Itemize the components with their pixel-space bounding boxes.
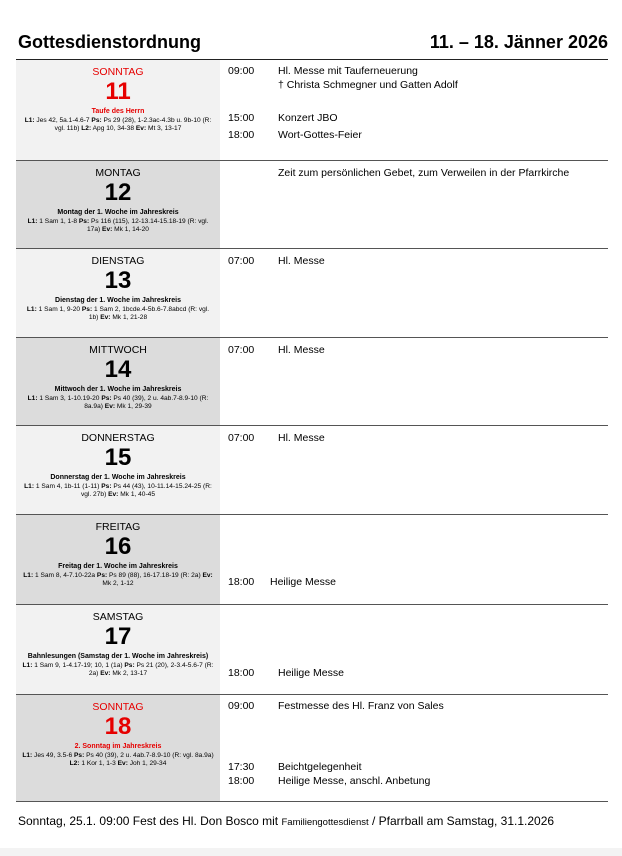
event-time [228,79,278,93]
event-time: 09:00 [228,700,255,712]
reading-label: L1: [23,572,34,579]
event-text: Wort-Gottes-Feier [278,129,362,141]
event-time: 07:00 [228,432,255,444]
event [228,79,458,93]
reading-text: Mk 1, 40-45 [118,491,156,499]
day-cell [16,515,220,604]
event-text: Zeit zum persönlichen Gebet, zum Verweilen in der Pfarrkirche [278,167,570,179]
day-row-monday-12 [16,161,608,249]
event-text: Heilige Messe [278,667,344,679]
reading-text: Mk 2, 13-17 [110,670,148,678]
reading-text: Mk 1, 29-39 [115,403,152,411]
event-time: 07:00 [228,344,255,356]
reading-label: Ps: [91,117,102,124]
reading-text: Ps 89 (88), 16-17.18-19 (R: 2a) [107,572,203,579]
feast-name: Bahnlesungen (Samstag der 1. Woche im Jahreskreis) [27,653,209,660]
events-cell [220,161,608,248]
event [228,700,444,714]
reading-label: Ev: [108,491,119,499]
reading-label: Ps: [74,752,85,759]
event-text: Heilige Messe, anschl. Anbetung [278,775,431,787]
reading-text: Jes 49, 3.5-6 [32,752,75,759]
reading-label: Ev: [202,572,213,579]
reading-label: L1: [24,483,35,490]
reading-label: L1: [22,662,33,669]
footer-text: Sonntag, 25.1. 09:00 Fest des Hl. Don Bosco mit [18,814,282,828]
reading-label: Ev: [100,670,111,678]
reading-label: L1: [24,117,35,124]
reading-text: 1 Sam 3, 1-10.19-20 [37,395,102,402]
reading-label: Ps: [96,572,108,579]
event-text: Heilige Messe [270,576,336,588]
event-time: 18:00 [228,775,255,787]
day-cell [16,338,220,425]
day-cell [16,249,220,337]
reading-text: 1 Sam 9, 1-4.17-19; 10, 1 (1a) [32,662,125,669]
reading-text: Ps 116 (115), 12-13.14-15.18-19 (R: vgl. 17a) [87,218,209,234]
day-row-sunday-18 [16,695,608,802]
day-name: MONTAG [95,167,141,179]
event [228,775,430,789]
event [228,667,344,681]
reading-label: Ev: [104,403,116,411]
reading-text: Ps 40 (39), 2 u. 4ab.7-8.9-10 (R: 8a.9a) [84,395,209,411]
event-text: Beichtgelegenheit [278,761,362,773]
page-title: Gottesdienstordnung [18,32,201,52]
day-cell [16,60,220,160]
event-time: 18:00 [228,129,255,141]
reading-label: Ev: [102,226,113,234]
event-text: † Christa Schmegner und Gatten Adolf [278,79,458,91]
event [228,129,362,143]
feast-name: Montag der 1. Woche im Jahreskreis [57,209,179,216]
reading-label: L1: [26,306,37,313]
event [228,255,325,269]
readings [22,572,214,588]
event-text: Hl. Messe [278,255,325,267]
readings [22,752,214,768]
reading-label: L2: [69,760,80,768]
day-number: 11 [105,78,131,105]
reading-label: Ps: [81,306,93,313]
reading-label: Ps: [101,395,112,402]
readings [22,117,214,133]
readings [22,395,214,411]
feast-name: Mittwoch der 1. Woche im Jahreskreis [54,386,182,393]
readings [22,483,214,499]
reading-text: Mk 1, 21-28 [110,314,148,322]
day-name: FREITAG [95,521,141,533]
footer-note [18,814,554,828]
events-cell [220,605,608,694]
day-name: DONNERSTAG [81,432,155,444]
reading-label: Ev: [135,125,147,133]
event-text: Hl. Messe mit Tauferneuerung [278,65,418,77]
day-number: 12 [104,179,132,206]
feast-name: Dienstag der 1. Woche im Jahreskreis [55,297,181,304]
event-time: 17:30 [228,761,255,773]
feast-name: Freitag der 1. Woche im Jahreskreis [58,563,178,570]
reading-text: 1 Sam 8, 4-7.10-22a [33,572,97,579]
readings [22,662,214,678]
reading-text: 1 Sam 1, 1-8 [37,218,79,225]
day-cell [16,161,220,248]
day-number: 18 [104,713,132,740]
reading-text: 1 Sam 2, 1bcde.4-5b.6-7.8abcd (R: vgl. 1b) [88,306,210,322]
reading-text: Ps 29 (28), 1-2.3ac-4.3b u. 9b-10 (R: vgl. 11b) [54,117,212,133]
day-number: 13 [104,267,132,294]
day-number: 16 [104,533,132,560]
event-time: 09:00 [228,65,255,77]
reading-label: Ev: [100,314,111,322]
events-cell [220,426,608,514]
day-name: SONNTAG [92,701,144,713]
reading-label: L1: [27,218,38,225]
day-name: DIENSTAG [91,255,145,267]
reading-text: 1 Sam 4, 1b-11 (1-11) [34,483,102,490]
reading-text: Apg 10, 34-38 [91,125,136,133]
event [228,432,325,446]
day-name: MITTWOCH [89,344,147,356]
event-text: Festmesse des Hl. Franz von Sales [278,700,444,712]
event [228,344,325,358]
event-time [228,167,278,181]
day-cell [16,605,220,694]
reading-text: Mk 1, 14-20 [112,226,149,234]
readings [22,306,214,322]
events-cell [220,249,608,337]
day-row-saturday-17 [16,605,608,695]
event-time: 18:00 [228,576,255,588]
events-cell [220,695,608,801]
reading-label: L1: [27,395,38,402]
events-cell [220,338,608,425]
events-cell [220,515,608,604]
day-row-friday-16 [16,515,608,605]
day-number: 15 [104,444,132,471]
event-text: Konzert JBO [278,112,338,124]
event-time: 15:00 [228,112,255,124]
reading-text: Joh 1, 29-34 [127,760,167,768]
day-number: 17 [104,623,132,650]
events-cell [220,60,608,160]
reading-label: L1: [22,752,33,759]
footer-text: / Pfarrball am Samstag, 31.1.2026 [368,814,555,828]
day-row-tuesday-13 [16,249,608,338]
day-row-thursday-15 [16,426,608,515]
feast-name: Donnerstag der 1. Woche im Jahreskreis [50,474,186,481]
readings [22,218,214,234]
day-row-sunday-11 [16,60,608,161]
date-range: 11. – 18. Jänner 2026 [429,32,608,52]
day-number: 14 [104,356,132,383]
event [228,65,418,79]
reading-text: Ps 44 (43), 10-11.14-15.24-25 (R: vgl. 27b) [80,483,212,499]
event [228,761,361,775]
reading-label: Ev: [117,760,128,768]
day-cell [16,426,220,514]
event-text: Hl. Messe [278,344,325,356]
event-time: 18:00 [228,667,255,679]
feast-name: Taufe des Herrn [91,108,145,115]
reading-label: Ps: [78,218,90,225]
reading-text: Jes 42, 5a.1-4.6-7 [34,117,92,124]
reading-text: Mk 2, 1-12 [102,580,134,588]
day-name: SAMSTAG [92,611,144,623]
event [228,576,336,590]
event-time: 07:00 [228,255,255,267]
reading-label: Ps: [101,483,112,490]
event-text: Hl. Messe [278,432,325,444]
reading-label: Ps: [124,662,135,669]
event [228,167,569,181]
reading-text: 1 Sam 1, 9-20 [36,306,82,313]
schedule-table [16,60,608,802]
reading-text: Ps 21 (20), 2-3.4-5.6-7 (R: 2a) [88,662,214,678]
feast-name: 2. Sonntag im Jahreskreis [74,743,162,750]
header [18,32,608,56]
reading-text: 1 Kor 1, 1-3 [79,760,118,768]
day-row-wednesday-14 [16,338,608,426]
reading-label: L2: [81,125,92,133]
footer-text-small: Familiengottesdienst [281,817,369,828]
day-name: SONNTAG [92,66,144,78]
bottom-band [0,848,622,856]
event [228,112,338,126]
reading-text: Mt 3, 13-17 [146,125,182,133]
day-cell [16,695,220,801]
reading-text: Ps 40 (39), 2 u. 4ab.7-8.9-10 (R: vgl. 8a.9a) [84,752,214,759]
